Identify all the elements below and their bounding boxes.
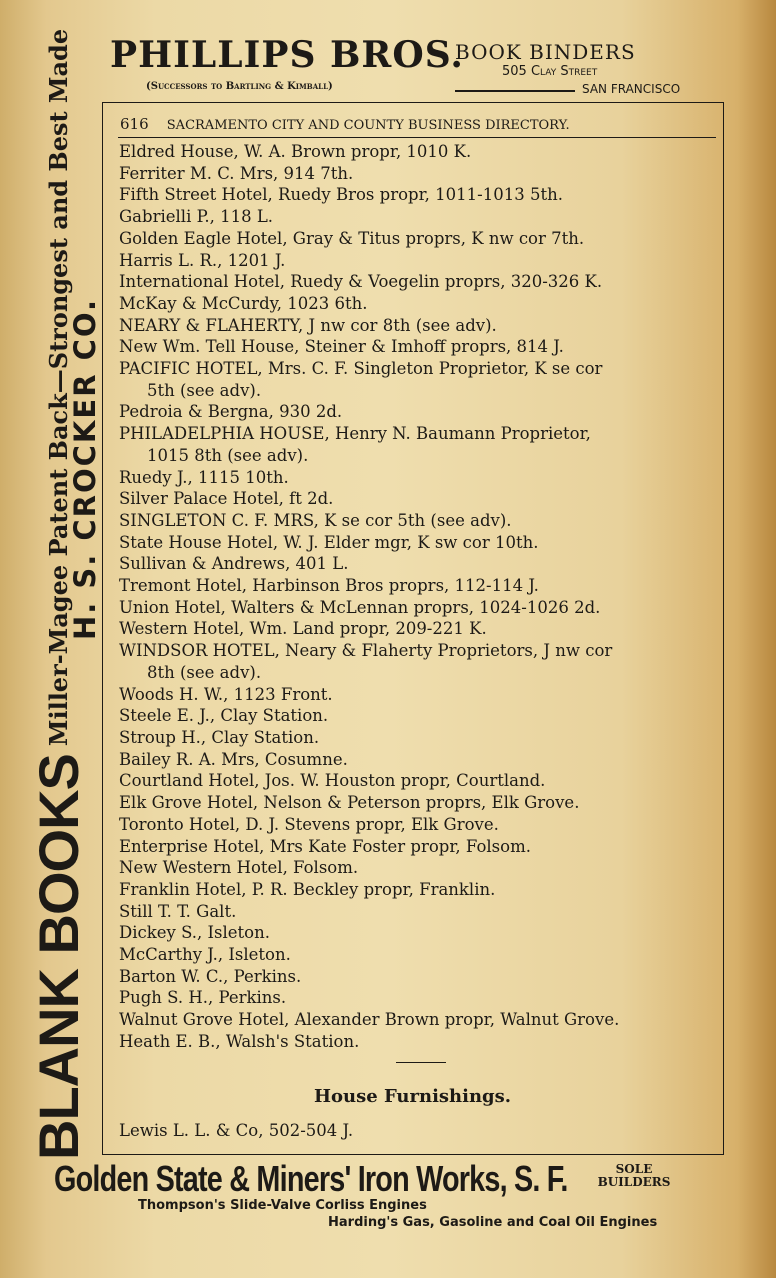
directory-entry xyxy=(119,553,719,575)
entry-text: Enterprise Hotel, Mrs Kate Foster propr, Folsom. xyxy=(119,836,531,856)
page-number: 616 xyxy=(120,115,149,133)
directory-entry xyxy=(119,206,719,228)
directory-entry xyxy=(119,944,719,966)
header-binders: BOOK BINDERS xyxy=(455,40,636,64)
directory-entry xyxy=(119,792,719,814)
entry-text: International Hotel, Ruedy & Voegelin proprs, 320-326 K. xyxy=(119,272,603,292)
entry-text: Courtland Hotel, Jos. W. Houston propr, Courtland. xyxy=(119,771,546,791)
bottom-ad-sole: SOLE xyxy=(615,1162,653,1176)
directory-entry xyxy=(119,966,719,988)
entry-text: Pedroia & Bergna, 930 2d. xyxy=(119,402,343,422)
directory-entry xyxy=(119,141,719,163)
directory-entry xyxy=(119,705,719,727)
page-title: SACRAMENTO CITY AND COUNTY BUSINESS DIRECTORY. xyxy=(166,118,570,133)
directory-entry xyxy=(119,401,719,423)
directory-entry xyxy=(119,467,719,489)
entry-text: Gabrielli P., 118 L. xyxy=(119,207,274,227)
header-street: 505 Clay Street xyxy=(502,64,598,79)
header-divider xyxy=(455,90,575,92)
page-running-header xyxy=(120,115,716,133)
directory-entry xyxy=(119,901,719,923)
entry-text: Barton W. C., Perkins. xyxy=(119,966,302,986)
entry-text: Harris L. R., 1201 J. xyxy=(119,250,286,270)
directory-entry xyxy=(119,423,719,466)
entry-text: Elk Grove Hotel, Nelson & Peterson proprs, Elk Grove. xyxy=(119,793,580,813)
entry-text: Walnut Grove Hotel, Alexander Brown propr, Walnut Grove. xyxy=(119,1010,620,1030)
entry-text: Toronto Hotel, D. J. Stevens propr, Elk Grove. xyxy=(119,814,499,834)
entry-text: Union Hotel, Walters & McLennan proprs, 1024-1026 2d. xyxy=(119,597,601,617)
entry-text: Sullivan & Andrews, 401 L. xyxy=(119,554,349,574)
entry-text: PHILADELPHIA HOUSE, Henry N. Baumann Proprietor, xyxy=(119,424,591,444)
header-city: SAN FRANCISCO xyxy=(582,82,681,96)
entry-text: McKay & McCurdy, 1023 6th. xyxy=(119,293,368,313)
left-advertisement xyxy=(0,0,102,1160)
directory-entry xyxy=(119,749,719,771)
directory-entry xyxy=(119,640,719,683)
directory-entry xyxy=(119,814,719,836)
bottom-ad-builders: BUILDERS xyxy=(597,1175,671,1189)
directory-entry xyxy=(119,163,719,185)
directory-entry xyxy=(119,184,719,206)
entry-continuation: 5th (see adv). xyxy=(147,380,262,400)
entry-text: Stroup H., Clay Station. xyxy=(119,727,320,747)
directory-entry xyxy=(119,488,719,510)
bottom-ad-harding: Harding's Gas, Gasoline and Coal Oil Engines xyxy=(328,1215,658,1230)
entry-text: Woods H. W., 1123 Front. xyxy=(119,684,333,704)
entry-continuation: 1015 8th (see adv). xyxy=(147,445,309,465)
entry-text: PACIFIC HOTEL, Mrs. C. F. Singleton Proprietor, K se cor xyxy=(119,359,603,379)
directory-entry xyxy=(119,836,719,858)
bottom-ad-thompson: Thompson's Slide-Valve Corliss Engines xyxy=(138,1198,427,1213)
entry-text: Fifth Street Hotel, Ruedy Bros propr, 1011-1013 5th. xyxy=(119,185,563,205)
directory-entry xyxy=(119,684,719,706)
entry-text: New Western Hotel, Folsom. xyxy=(119,858,359,878)
directory-entry xyxy=(119,575,719,597)
entry-text: Golden Eagle Hotel, Gray & Titus proprs, K nw cor 7th. xyxy=(119,228,585,248)
directory-entry xyxy=(119,271,719,293)
directory-entry xyxy=(119,315,719,337)
directory-entry xyxy=(119,250,719,272)
entry-text: Dickey S., Isleton. xyxy=(119,923,270,943)
directory-entry xyxy=(119,597,719,619)
bottom-ad-sole-builders xyxy=(584,1163,684,1189)
section-entry: Lewis L. L. & Co, 502-504 J. xyxy=(119,1121,354,1140)
entry-text: SINGLETON C. F. MRS, K se cor 5th (see adv). xyxy=(119,510,512,530)
left-ad-crocker: H. S. CROCKER CO. xyxy=(68,298,102,640)
entry-text: Eldred House, W. A. Brown propr, 1010 K. xyxy=(119,142,472,161)
entry-continuation: 8th (see adv). xyxy=(147,662,262,682)
entry-text: Pugh S. H., Perkins. xyxy=(119,988,287,1008)
left-ad-miller: Miller-Magee Patent Back—Strongest and Best Made xyxy=(44,28,73,747)
header-name: PHILLIPS BROS. xyxy=(110,34,464,76)
entry-text: Tremont Hotel, Harbinson Bros proprs, 112-114 J. xyxy=(119,576,539,596)
directory-entry xyxy=(119,358,719,401)
entry-text: WINDSOR HOTEL, Neary & Flaherty Proprietors, J nw cor xyxy=(119,641,613,661)
directory-entry xyxy=(119,770,719,792)
directory-entry xyxy=(119,228,719,250)
entry-text: Western Hotel, Wm. Land propr, 209-221 K. xyxy=(119,619,487,639)
entry-text: NEARY & FLAHERTY, J nw cor 8th (see adv). xyxy=(119,315,497,335)
entry-text: Steele E. J., Clay Station. xyxy=(119,706,329,726)
entry-text: Still T. T. Galt. xyxy=(119,901,237,921)
entry-text: Bailey R. A. Mrs, Cosumne. xyxy=(119,749,348,769)
section-divider xyxy=(396,1062,446,1063)
header-successors: (Successors to Bartling & Kimball) xyxy=(146,81,333,92)
entry-text: Franklin Hotel, P. R. Beckley propr, Franklin. xyxy=(119,879,496,899)
directory-entry xyxy=(119,857,719,879)
left-ad-blank-books: BLANK BOOKS xyxy=(27,754,90,1160)
directory-entry xyxy=(119,293,719,315)
entry-text: State House Hotel, W. J. Elder mgr, K sw cor 10th. xyxy=(119,532,539,552)
bottom-ad-works: Golden State & Miners' Iron Works, S. F. xyxy=(54,1158,568,1199)
directory-entry xyxy=(119,510,719,532)
directory-entry xyxy=(119,532,719,554)
entry-text: New Wm. Tell House, Steiner & Imhoff proprs, 814 J. xyxy=(119,337,564,357)
directory-entry xyxy=(119,879,719,901)
directory-entries xyxy=(119,141,719,1053)
directory-entry xyxy=(119,987,719,1009)
entry-text: McCarthy J., Isleton. xyxy=(119,945,291,965)
entry-text: Silver Palace Hotel, ft 2d. xyxy=(119,489,334,509)
entry-text: Ferriter M. C. Mrs, 914 7th. xyxy=(119,163,354,183)
directory-entry xyxy=(119,727,719,749)
directory-entry xyxy=(119,618,719,640)
directory-entry xyxy=(119,1009,719,1031)
section-title: House Furnishings. xyxy=(314,1086,512,1107)
entry-text: Ruedy J., 1115 10th. xyxy=(119,467,289,487)
directory-entry xyxy=(119,1031,719,1053)
entry-text: Heath E. B., Walsh's Station. xyxy=(119,1031,360,1051)
header-rule xyxy=(118,137,716,138)
directory-entry xyxy=(119,922,719,944)
directory-entry xyxy=(119,336,719,358)
